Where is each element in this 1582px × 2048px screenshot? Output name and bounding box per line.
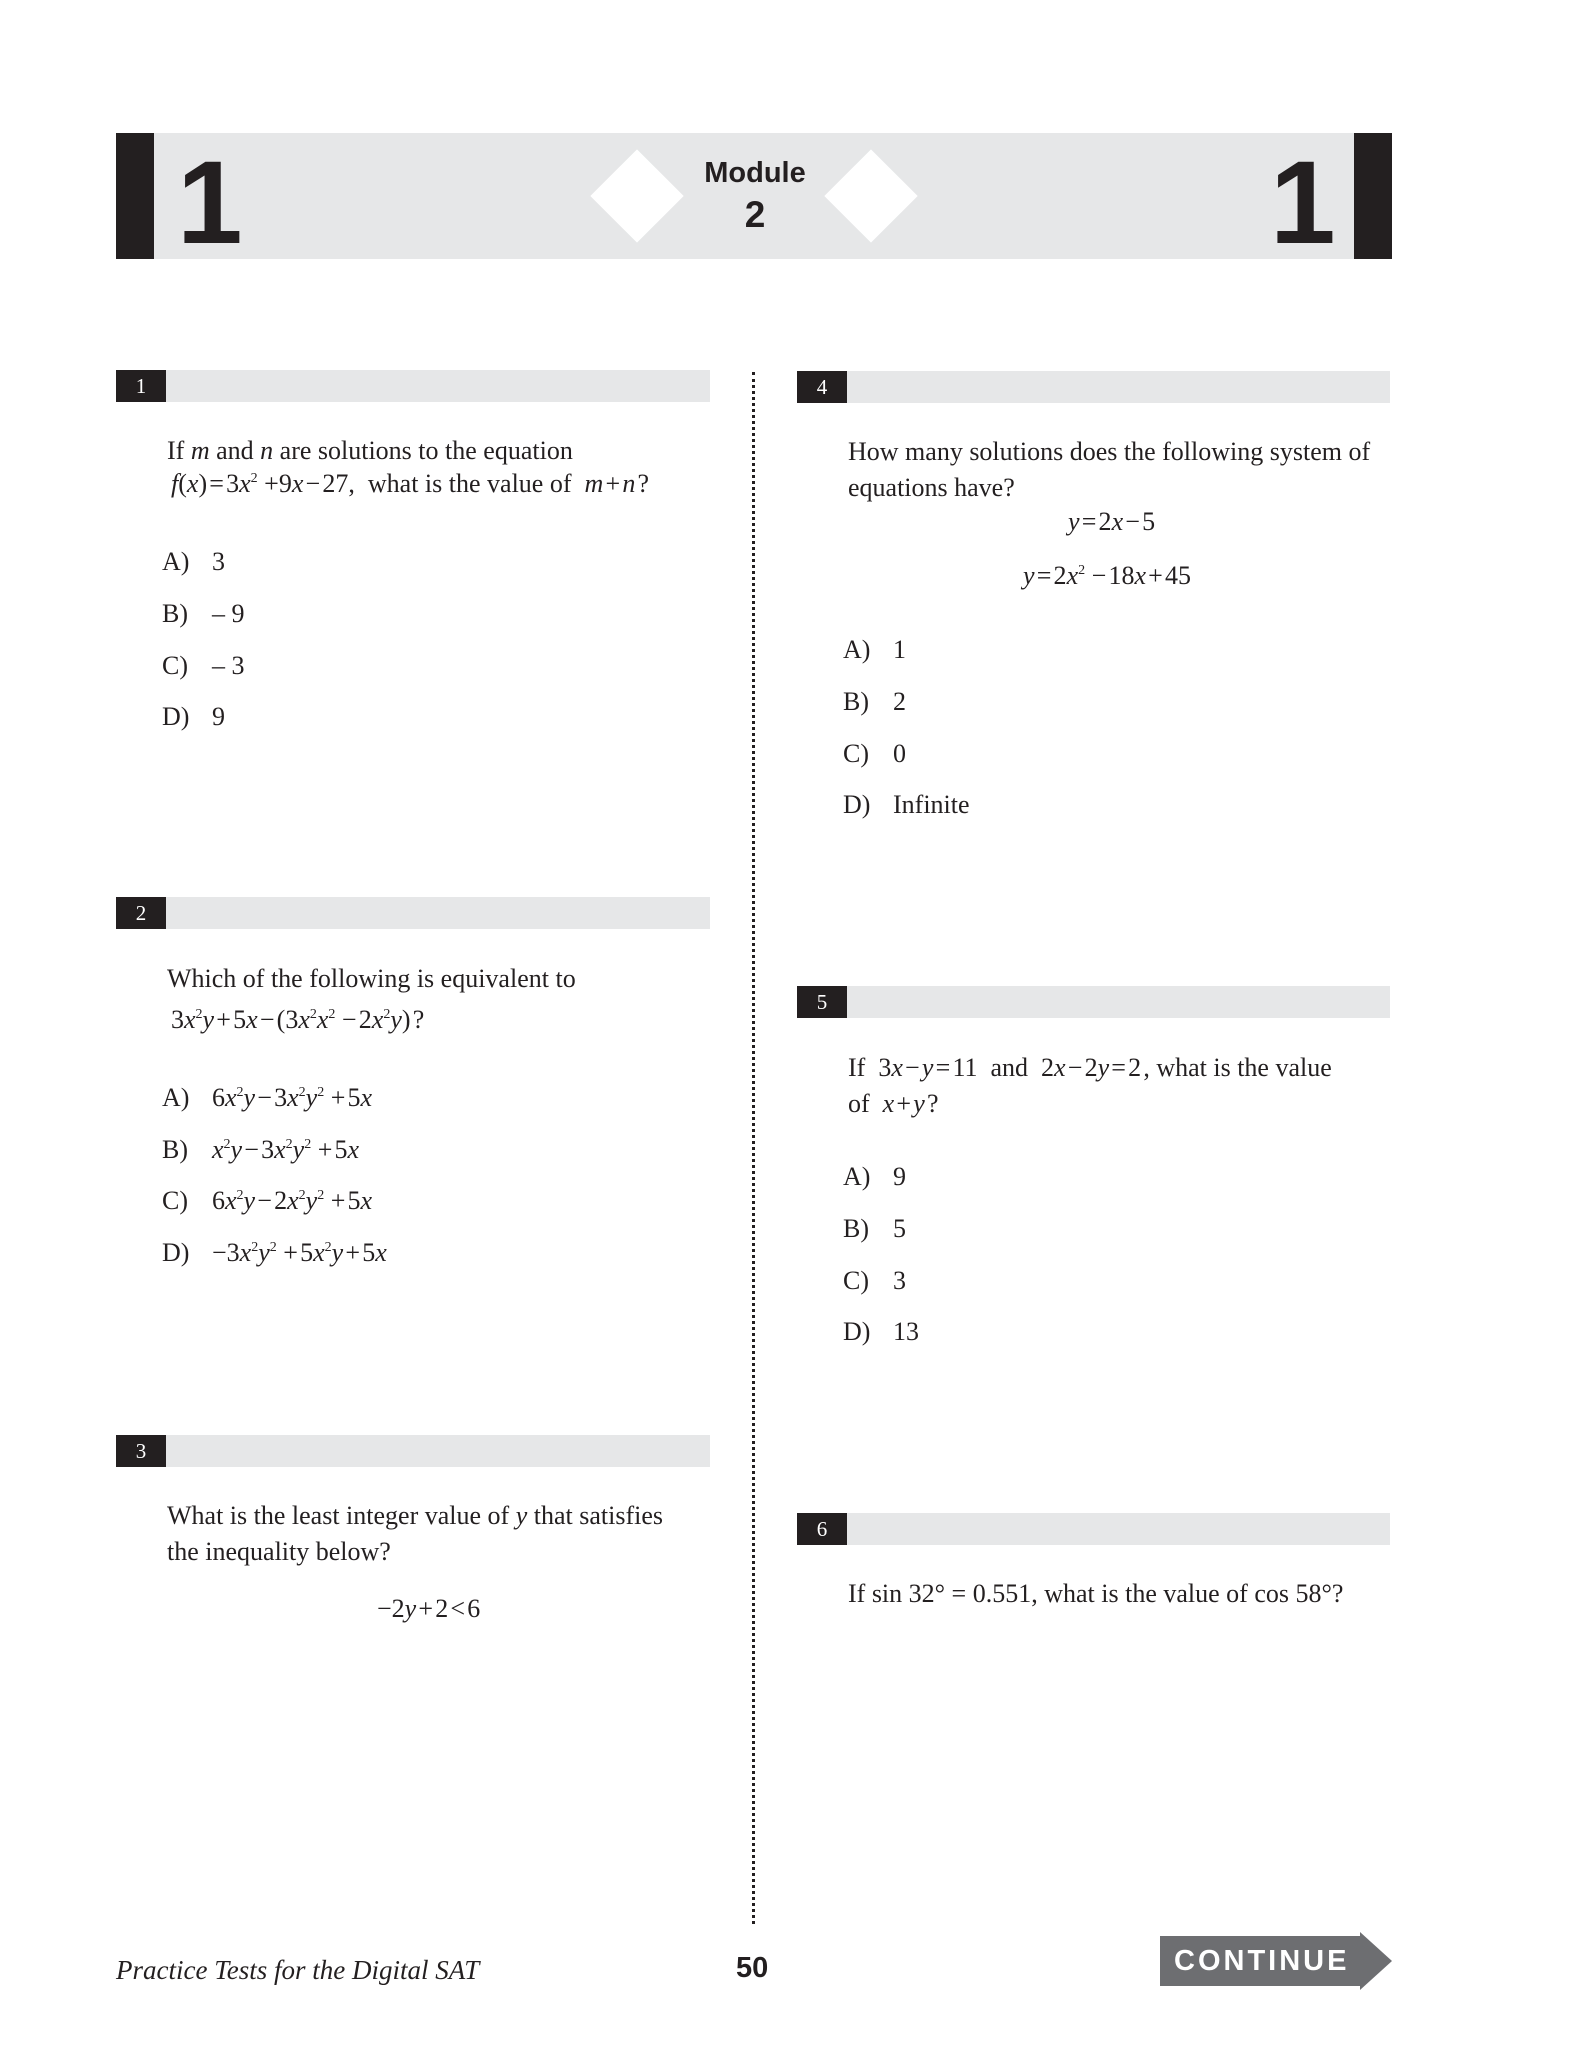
question-4-choice-a[interactable]: A) 1 — [843, 635, 906, 664]
question-3-number: 3 — [116, 1435, 166, 1467]
question-2-choice-c[interactable]: C) $6x^2y$ − $2x^2y^2$ + 5x — [162, 1186, 373, 1215]
continue-button[interactable] — [1160, 1932, 1392, 1990]
book-title: Practice Tests for the Digital SAT — [116, 1955, 480, 1985]
question-4-text: How many solutions does the following system of equations have? — [848, 437, 1371, 502]
module-number: 2 — [744, 194, 766, 235]
question-1-text: If m and n are solutions to the equation — [167, 436, 573, 465]
question-2-choice-a[interactable]: A) $6x^2y$ − $3x^2y^2$ + 5x — [162, 1083, 373, 1112]
question-5-text: If 3x − y = 11 and 2x − 2y = 2 , what is the value of x + y ? — [848, 1053, 1332, 1118]
question-6-text: If sin 32° = 0.551, what is the value of cos 58°? — [848, 1579, 1344, 1608]
question-2-expression: $3x^2y$ + 5x − ($3x^2x^2$ − $2x^2y$) ? — [171, 1005, 425, 1034]
question-6-header-bar — [797, 1513, 1390, 1545]
question-1-equation: f(x) = $3x^2 +9x$ − 27, what is the value of m + n ? — [171, 469, 650, 498]
section-number-right: 1 — [1270, 137, 1336, 269]
header-right-bar — [1354, 133, 1392, 259]
header-left-bar — [116, 133, 154, 259]
question-2-choice-b[interactable]: B) $x^2y$ − $3x^2y^2$ + 5x — [162, 1135, 360, 1164]
question-4-header-bar — [797, 371, 1390, 403]
question-5-choice-d[interactable]: D) 13 — [843, 1317, 919, 1346]
question-4-choice-b[interactable]: B) 2 — [843, 687, 906, 716]
question-2-header-bar — [116, 897, 710, 929]
question-4-number: 4 — [797, 371, 847, 403]
question-6-number: 6 — [797, 1513, 847, 1545]
question-5-header-bar — [797, 986, 1390, 1018]
question-4-choice-d[interactable]: D) Infinite — [843, 790, 970, 819]
question-2-choice-d[interactable]: $D) -3x^2y^2$ + $5x^2y$ + 5x — [162, 1238, 387, 1267]
question-3-header-bar — [116, 1435, 710, 1467]
question-2-number: 2 — [116, 897, 166, 929]
question-1-header-bar — [116, 370, 710, 402]
question-2-text: Which of the following is equivalent to — [167, 964, 576, 993]
column-divider — [752, 372, 755, 1924]
continue-label: CONTINUE — [1174, 1945, 1350, 1977]
question-1-choice-c[interactable]: C) – 3 — [162, 651, 245, 680]
question-4-equation-1: y = 2x − 5 — [1068, 507, 1156, 536]
question-3-text: What is the least integer value of y that satisfies the inequality below? — [167, 1501, 664, 1566]
section-number-left: 1 — [177, 137, 243, 269]
question-1-number: 1 — [116, 370, 166, 402]
question-4-choice-c[interactable]: C) 0 — [843, 739, 906, 768]
question-5-number: 5 — [797, 986, 847, 1018]
question-1-choice-d[interactable]: D) 9 — [162, 702, 225, 731]
question-3-inequality: −2y + 2 < 6 — [377, 1594, 481, 1623]
question-5-choice-b[interactable]: B) 5 — [843, 1214, 906, 1243]
question-5-choice-c[interactable]: C) 3 — [843, 1266, 906, 1295]
question-1-choice-b[interactable]: B) – 9 — [162, 599, 245, 628]
question-5-choice-a[interactable]: A) 9 — [843, 1162, 906, 1191]
module-label: Module — [704, 157, 806, 189]
question-1-choice-a[interactable]: A) 3 — [162, 547, 225, 576]
page-number: 50 — [736, 1952, 769, 1984]
question-4-equation-2: y = $2x^2$ − 18x + 45 — [1023, 561, 1192, 590]
